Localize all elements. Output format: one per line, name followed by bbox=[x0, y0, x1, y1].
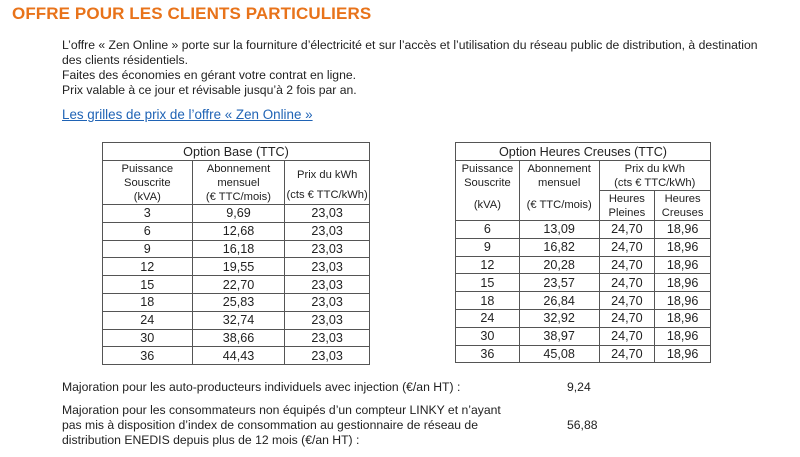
table-cell: 24,70 bbox=[599, 274, 655, 292]
table-cell: 18 bbox=[103, 293, 193, 311]
table-cell: 22,70 bbox=[192, 276, 285, 294]
table-cell: 20,28 bbox=[519, 256, 599, 274]
table-cell: 23,03 bbox=[285, 329, 370, 347]
table-cell: 9 bbox=[103, 240, 193, 258]
table-row bbox=[103, 311, 370, 329]
base-header-prix: Prix du kWh (cts € TTC/kWh) bbox=[285, 161, 370, 205]
page-title: OFFRE POUR LES CLIENTS PARTICULIERS bbox=[12, 4, 372, 23]
table-cell: 18,96 bbox=[655, 309, 711, 327]
table-cell: 24,70 bbox=[599, 221, 655, 239]
table-cell: 19,55 bbox=[192, 258, 285, 276]
table-cell: 18,96 bbox=[655, 238, 711, 256]
table-row bbox=[456, 256, 711, 274]
table-row bbox=[456, 221, 711, 239]
table-cell: 23,03 bbox=[285, 258, 370, 276]
table-cell: 24,70 bbox=[599, 309, 655, 327]
table-row bbox=[103, 329, 370, 347]
table-cell: 9,69 bbox=[192, 205, 285, 223]
hc-header-puissance: Puissance Souscrite (kVA) bbox=[456, 161, 520, 221]
table-cell: 12,68 bbox=[192, 222, 285, 240]
table-cell: 24,70 bbox=[599, 345, 655, 363]
table-cell: 36 bbox=[456, 345, 520, 363]
table-row bbox=[456, 327, 711, 345]
table-cell: 38,66 bbox=[192, 329, 285, 347]
table-cell: 18 bbox=[456, 292, 520, 310]
hc-header-prix: Prix du kWh (cts € TTC/kWh) bbox=[599, 161, 710, 191]
table-cell: 24,70 bbox=[599, 292, 655, 310]
table-cell: 15 bbox=[456, 274, 520, 292]
table-cell: 26,84 bbox=[519, 292, 599, 310]
table-cell: 15 bbox=[103, 276, 193, 294]
base-table-title: Option Base (TTC) bbox=[103, 143, 370, 161]
majoration-auto-value: 9,24 bbox=[567, 380, 591, 394]
table-row bbox=[103, 276, 370, 294]
hc-header-pleines: Heures Pleines bbox=[599, 191, 655, 221]
table-cell: 45,08 bbox=[519, 345, 599, 363]
table-cell: 16,82 bbox=[519, 238, 599, 256]
table-cell: 18,96 bbox=[655, 256, 711, 274]
table-cell: 36 bbox=[103, 347, 193, 365]
table-cell: 16,18 bbox=[192, 240, 285, 258]
table-cell: 38,97 bbox=[519, 327, 599, 345]
table-cell: 23,57 bbox=[519, 274, 599, 292]
table-cell: 23,03 bbox=[285, 276, 370, 294]
base-header-puissance: Puissance Souscrite (kVA) bbox=[103, 161, 193, 205]
table-cell: 18,96 bbox=[655, 221, 711, 239]
intro-paragraph-3: Prix valable à ce jour et révisable jusqu’à 2 fois par an. bbox=[62, 83, 357, 97]
majoration-linky-value: 56,88 bbox=[567, 418, 598, 432]
table-row bbox=[103, 347, 370, 365]
table-cell: 12 bbox=[456, 256, 520, 274]
table-row bbox=[456, 309, 711, 327]
table-cell: 32,74 bbox=[192, 311, 285, 329]
table-row bbox=[456, 238, 711, 256]
heures-creuses-price-table bbox=[455, 142, 711, 363]
majoration-linky-label: Majoration pour les consommateurs non équipés d’un compteur LINKY et n’ayant pas mis à disposition d’index de consommation au gestionnaire de réseau de distribution ENEDIS depuis plus de 12 mois (€/an HT) : bbox=[62, 403, 501, 447]
hc-table-title: Option Heures Creuses (TTC) bbox=[456, 143, 711, 161]
table-cell: 23,03 bbox=[285, 222, 370, 240]
table-cell: 23,03 bbox=[285, 205, 370, 223]
table-cell: 6 bbox=[103, 222, 193, 240]
table-cell: 24,70 bbox=[599, 327, 655, 345]
table-cell: 12 bbox=[103, 258, 193, 276]
table-row bbox=[103, 258, 370, 276]
price-grid-link[interactable]: Les grilles de prix de l’offre « Zen Online » bbox=[62, 107, 313, 122]
table-row bbox=[456, 274, 711, 292]
table-cell: 24 bbox=[456, 309, 520, 327]
intro-paragraph-2: Faites des économies en gérant votre contrat en ligne. bbox=[62, 68, 357, 82]
majoration-auto-label: Majoration pour les auto-producteurs individuels avec injection (€/an HT) : bbox=[62, 380, 461, 394]
table-cell: 18,96 bbox=[655, 292, 711, 310]
table-cell: 23,03 bbox=[285, 311, 370, 329]
intro-text bbox=[62, 38, 762, 98]
table-cell: 23,03 bbox=[285, 347, 370, 365]
table-cell: 30 bbox=[456, 327, 520, 345]
table-row bbox=[103, 205, 370, 223]
table-row bbox=[103, 293, 370, 311]
table-cell: 18,96 bbox=[655, 274, 711, 292]
base-price-table bbox=[102, 142, 370, 365]
table-cell: 25,83 bbox=[192, 293, 285, 311]
table-cell: 3 bbox=[103, 205, 193, 223]
table-cell: 13,09 bbox=[519, 221, 599, 239]
table-cell: 30 bbox=[103, 329, 193, 347]
table-row bbox=[456, 345, 711, 363]
table-cell: 23,03 bbox=[285, 293, 370, 311]
table-cell: 6 bbox=[456, 221, 520, 239]
hc-header-abonnement: Abonnement mensuel (€ TTC/mois) bbox=[519, 161, 599, 221]
intro-paragraph-1: L’offre « Zen Online » porte sur la fourniture d’électricité et sur l’accès et l’utilisation du réseau public de distribution, à destination des clients résidentiels. bbox=[62, 38, 758, 67]
table-cell: 44,43 bbox=[192, 347, 285, 365]
table-cell: 32,92 bbox=[519, 309, 599, 327]
table-cell: 24,70 bbox=[599, 238, 655, 256]
table-cell: 9 bbox=[456, 238, 520, 256]
table-cell: 18,96 bbox=[655, 327, 711, 345]
table-row bbox=[103, 240, 370, 258]
table-cell: 23,03 bbox=[285, 240, 370, 258]
table-cell: 18,96 bbox=[655, 345, 711, 363]
table-row bbox=[456, 292, 711, 310]
table-row bbox=[103, 222, 370, 240]
table-cell: 24,70 bbox=[599, 256, 655, 274]
table-cell: 24 bbox=[103, 311, 193, 329]
base-header-abonnement: Abonnement mensuel (€ TTC/mois) bbox=[192, 161, 285, 205]
hc-header-creuses: Heures Creuses bbox=[655, 191, 711, 221]
